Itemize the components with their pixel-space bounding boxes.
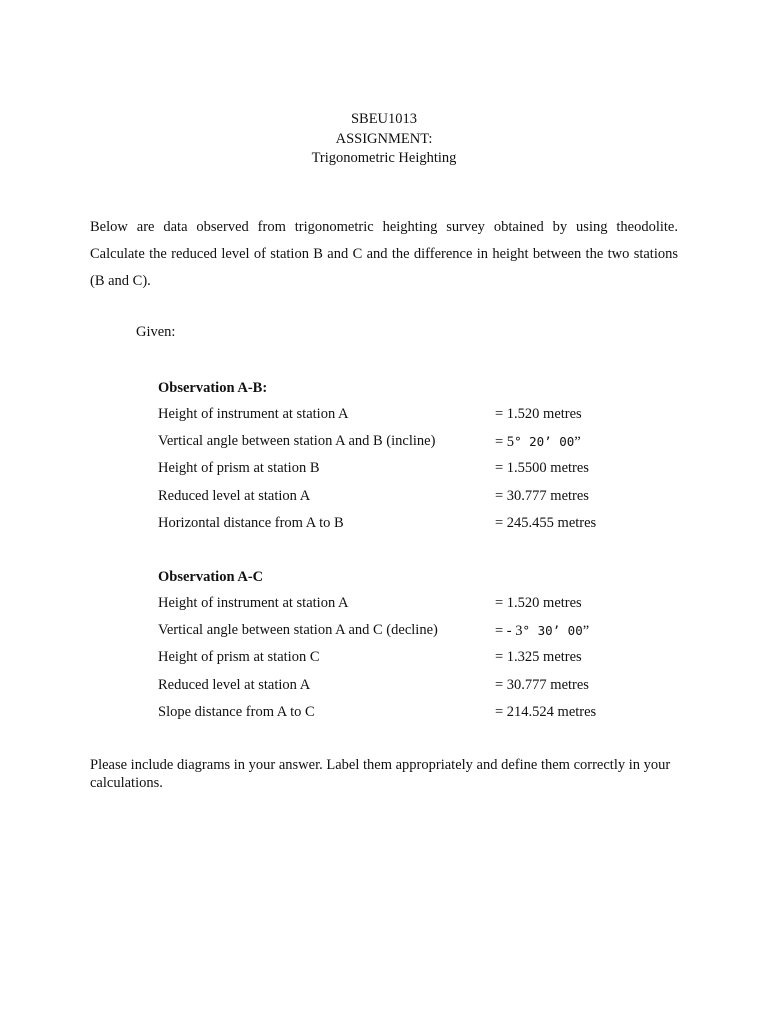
- observation-row: [158, 644, 678, 671]
- observation-label: Reduced level at station A: [158, 676, 311, 693]
- observation-row: [158, 510, 678, 537]
- observation-value: = 1.520 metres: [495, 595, 582, 611]
- observation-label: Slope distance from A to C: [158, 703, 315, 720]
- observation-label: Height of prism at station B: [158, 460, 320, 477]
- given-label: Given:: [136, 324, 176, 340]
- observation-label: Vertical angle between station A and B (incline): [158, 433, 436, 450]
- course-code: SBEU1013: [350, 111, 418, 127]
- observation-value: = 30.777 metres: [495, 487, 589, 504]
- observation-row: [158, 617, 678, 644]
- closing-paragraph: Please include diagrams in your answer. Label them appropriately and define them correctly in your calculations.: [90, 757, 671, 791]
- observation-row: [158, 401, 678, 428]
- observation-label: Horizontal distance from A to B: [158, 514, 344, 531]
- observation-row: [158, 672, 678, 699]
- observation-label: Vertical angle between station A and C (decline): [158, 622, 438, 639]
- observation-row: [158, 455, 678, 482]
- assignment-title: Trigonometric Heighting: [311, 150, 457, 166]
- observation-ab-section: [158, 375, 678, 537]
- observation-label: Height of prism at station C: [158, 649, 320, 666]
- observation-value: = 214.524 metres: [495, 703, 597, 720]
- observation-row: [158, 590, 678, 617]
- intro-paragraph: Below are data observed from trigonometric heighting survey obtained by using theodolite. Calculate the reduced level of station B and C and the difference in height between the two stations (B and C).: [90, 219, 678, 289]
- observation-value: = 1.520 metres: [495, 406, 582, 422]
- observation-value: = 30.777 metres: [495, 676, 589, 693]
- observation-value: = 245.455 metres: [495, 514, 597, 531]
- observation-value: = 1.325 metres: [495, 649, 582, 666]
- observation-value: = 1.5500 metres: [495, 460, 589, 477]
- observation-value: = 5° 20’ 00”: [495, 434, 581, 451]
- observation-ac-section: [158, 564, 678, 726]
- observation-ac-title: Observation A-C: [158, 569, 264, 585]
- assignment-label: ASSIGNMENT:: [335, 130, 433, 147]
- observation-row: [158, 699, 678, 726]
- observation-row: [158, 483, 678, 510]
- document-header: [0, 110, 768, 169]
- observation-row: [158, 428, 678, 455]
- observation-label: Height of instrument at station A: [158, 406, 349, 422]
- observation-value: = - 3° 30’ 00”: [495, 623, 590, 640]
- observation-label: Reduced level at station A: [158, 487, 311, 504]
- observation-label: Height of instrument at station A: [158, 595, 349, 611]
- observation-ab-title: Observation A-B:: [158, 380, 268, 396]
